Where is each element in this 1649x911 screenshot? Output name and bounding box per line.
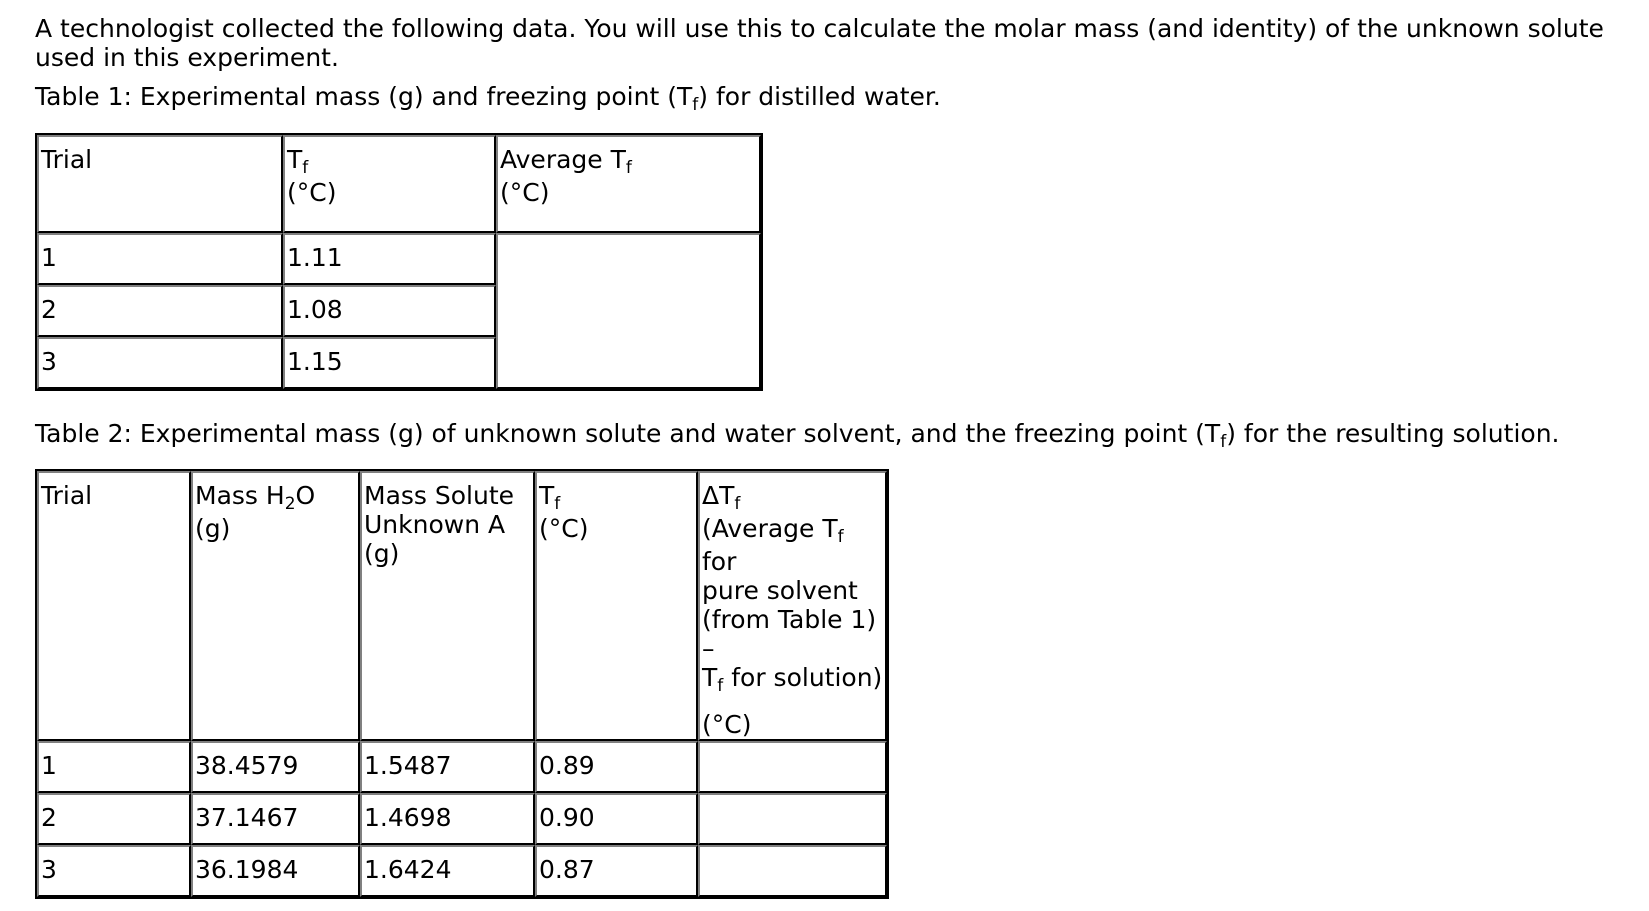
table2-header-delta-tf-unit: (°C) — [702, 710, 752, 739]
table1-caption-subscript: f — [692, 95, 699, 115]
table2-header-mass-solute — [360, 471, 535, 741]
table2-caption-text: Table 2: Experimental mass (g) of unknown solute and water solvent, and the freezing point (T — [35, 419, 1221, 448]
table2-caption-text-end: ) for the resulting solution. — [1226, 419, 1560, 448]
table1-cell-average[interactable] — [496, 233, 761, 389]
table2-header-delta-tf-desc4: T — [702, 663, 718, 692]
table1-header-average-tf — [496, 135, 761, 233]
table1-caption — [35, 82, 1635, 115]
table2-cell-tf: 0.90 — [535, 793, 698, 845]
table2 — [35, 469, 889, 899]
table2-row — [37, 741, 887, 793]
table2-cell-mass-solute: 1.5487 — [360, 741, 535, 793]
table2-cell-delta-tf[interactable] — [698, 741, 887, 793]
table2-cell-mass-solute: 1.6424 — [360, 845, 535, 897]
table2-header-mass-water-label-end: O — [295, 481, 316, 510]
table2-header-delta-tf-desc1-end: for — [702, 547, 737, 576]
table2-header-tf-symbol: T — [539, 481, 555, 510]
table2-header-trial: Trial — [37, 471, 191, 741]
table1-cell-tf: 1.15 — [283, 337, 496, 389]
table1-header-tf — [283, 135, 496, 233]
table1 — [35, 133, 763, 391]
table2-header-delta-tf-desc2: pure solvent — [702, 576, 858, 605]
table2-header-delta-tf-desc4-subscript: f — [717, 676, 724, 696]
table2-header-delta-tf — [698, 471, 887, 741]
table1-header-average-unit: (°C) — [500, 178, 550, 207]
table2-header-mass-water-label: Mass H — [195, 481, 285, 510]
table1-cell-trial: 1 — [37, 233, 283, 285]
table1-cell-trial: 3 — [37, 337, 283, 389]
table2-cell-tf: 0.87 — [535, 845, 698, 897]
table1-header-row — [37, 135, 761, 233]
table2-header-mass-water — [191, 471, 360, 741]
table2-header-row — [37, 471, 887, 741]
table2-header-delta-tf-symbol: ΔT — [702, 481, 735, 510]
table1-header-tf-symbol: T — [287, 145, 303, 174]
table1-header-trial: Trial — [37, 135, 283, 233]
table1-cell-tf: 1.08 — [283, 285, 496, 337]
table2-header-mass-solute-line1: Mass Solute — [364, 481, 515, 510]
table2-row — [37, 793, 887, 845]
table2-cell-mass-water: 37.1467 — [191, 793, 360, 845]
table2-cell-delta-tf[interactable] — [698, 793, 887, 845]
table2-cell-tf: 0.89 — [535, 741, 698, 793]
table2-cell-delta-tf[interactable] — [698, 845, 887, 897]
table1-cell-trial: 2 — [37, 285, 283, 337]
table1-caption-text: Table 1: Experimental mass (g) and freezing point (T — [35, 82, 693, 111]
table2-cell-mass-water: 36.1984 — [191, 845, 360, 897]
table2-header-mass-solute-line2: Unknown A — [364, 510, 506, 539]
table2-row — [37, 845, 887, 897]
table2-header-delta-tf-desc1: (Average T — [702, 514, 838, 543]
table2-header-mass-solute-unit: (g) — [364, 539, 400, 568]
table1-row — [37, 233, 761, 285]
table2-header-tf-subscript: f — [554, 494, 561, 514]
table1-header-tf-unit: (°C) — [287, 178, 337, 207]
table2-header-delta-tf-desc1-subscript: f — [837, 527, 844, 547]
table2-header-mass-water-unit: (g) — [195, 514, 231, 543]
table2-cell-trial: 3 — [37, 845, 191, 897]
table2-header-delta-tf-desc3: (from Table 1) – — [702, 605, 877, 663]
table1-header-average-label: Average T — [500, 145, 626, 174]
table2-header-delta-tf-desc4-end: for solution) — [723, 663, 883, 692]
table1-caption-text-end: ) for distilled water. — [698, 82, 941, 111]
table2-header-mass-water-subscript: 2 — [284, 494, 296, 514]
table2-cell-mass-solute: 1.4698 — [360, 793, 535, 845]
intro-paragraph: A technologist collected the following data. You will use this to calculate the molar mass (and identity) of the unknown solute used in this experiment. — [35, 14, 1604, 72]
table2-cell-trial: 2 — [37, 793, 191, 845]
table2-header-delta-tf-subscript: f — [734, 494, 741, 514]
table1-cell-tf: 1.11 — [283, 233, 496, 285]
table2-caption — [35, 419, 1559, 452]
table1-header-tf-subscript: f — [302, 158, 309, 178]
table2-cell-mass-water: 38.4579 — [191, 741, 360, 793]
table2-caption-subscript: f — [1220, 432, 1227, 452]
table2-header-tf-unit: (°C) — [539, 514, 589, 543]
table2-cell-trial: 1 — [37, 741, 191, 793]
table1-header-average-subscript: f — [625, 158, 632, 178]
table2-header-tf — [535, 471, 698, 741]
